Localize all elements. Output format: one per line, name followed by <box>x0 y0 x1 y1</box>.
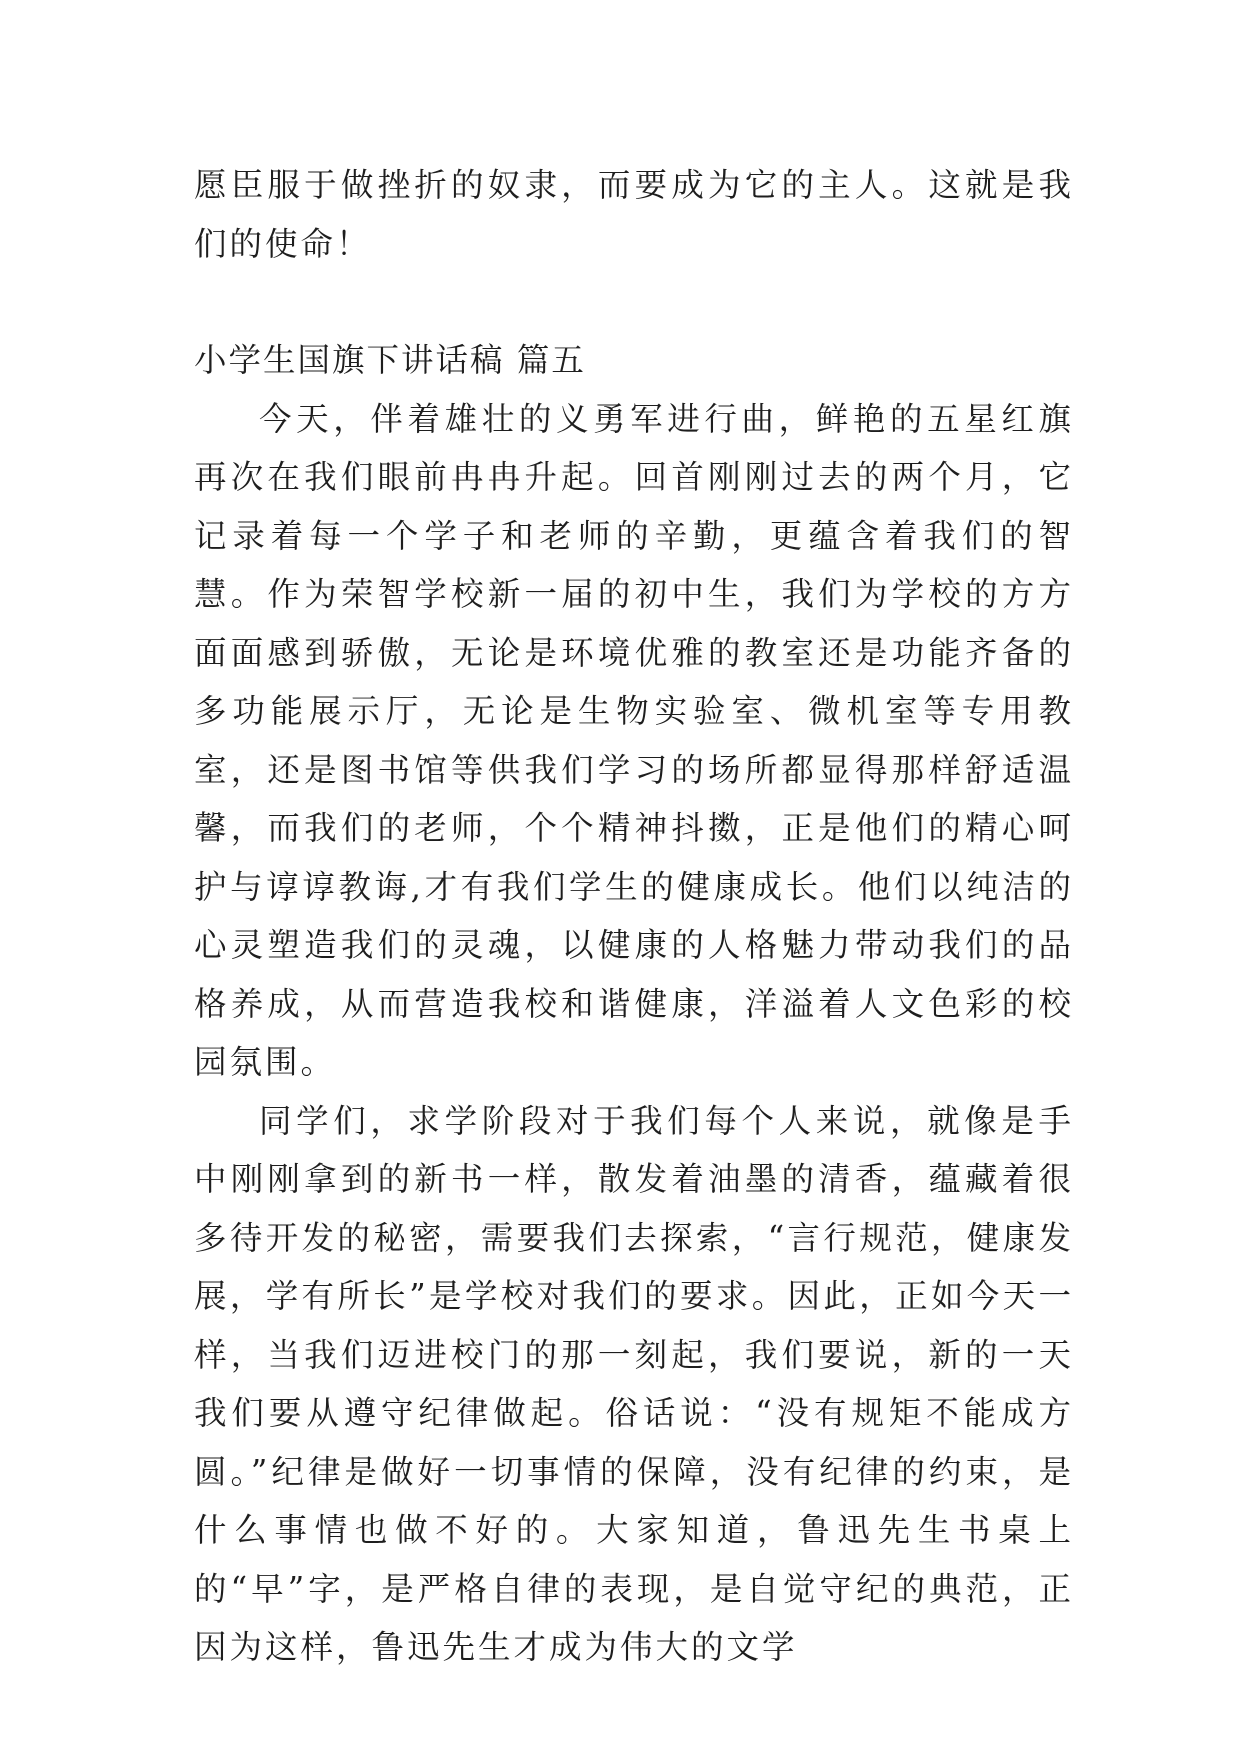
section-title: 小学生国旗下讲话稿 篇五 <box>194 341 586 379</box>
paragraph-gap <box>194 273 1074 331</box>
body-paragraph-2: 同学们，求学阶段对于我们每个人来说，就像是手中刚刚拿到的新书一样，散发着油墨的清香，蕴藏着很多待开发的秘密，需要我们去探索，“言行规范，健康发展，学有所长”是学校对我们的要求。因此，正如今天一样，当我们迈进校门的那一刻起，我们要说，新的一天我们要从遵守纪律做起。俗话说：“没有规矩不能成方圆。”纪律是做好一切事情的保障，没有纪律的约束，是什么事情也做不好的。大家知道，鲁迅先生书桌上的“早”字，是严格自律的表现，是自觉守纪的典范，正因为这样，鲁迅先生才成为伟大的文学 <box>194 1101 1074 1666</box>
body-paragraph-1: 今天，伴着雄壮的义勇军进行曲，鲜艳的五星红旗再次在我们眼前冉冉升起。回首刚刚过去的两个月，它记录着每一个学子和老师的辛勤，更蕴含着我们的智慧。作为荣智学校新一届的初中生，我们为学校的方方面面感到骄傲，无论是环境优雅的教室还是功能齐备的多功能展示厅，无论是生物实验室、微机室等专用教室，还是图书馆等供我们学习的场所都显得那样舒适温馨，而我们的老师，个个精神抖擞，正是他们的精心呵护与谆谆教诲,才有我们学生的健康成长。他们以纯洁的心灵塑造我们的灵魂，以健康的人格魅力带动我们的品格养成，从而营造我校和谐健康，洋溢着人文色彩的校园氛围。 <box>194 399 1074 1081</box>
intro-paragraph: 愿臣服于做挫折的奴隶，而要成为它的主人。这就是我们的使命！ <box>194 166 1074 263</box>
document-body <box>194 156 1074 1677</box>
